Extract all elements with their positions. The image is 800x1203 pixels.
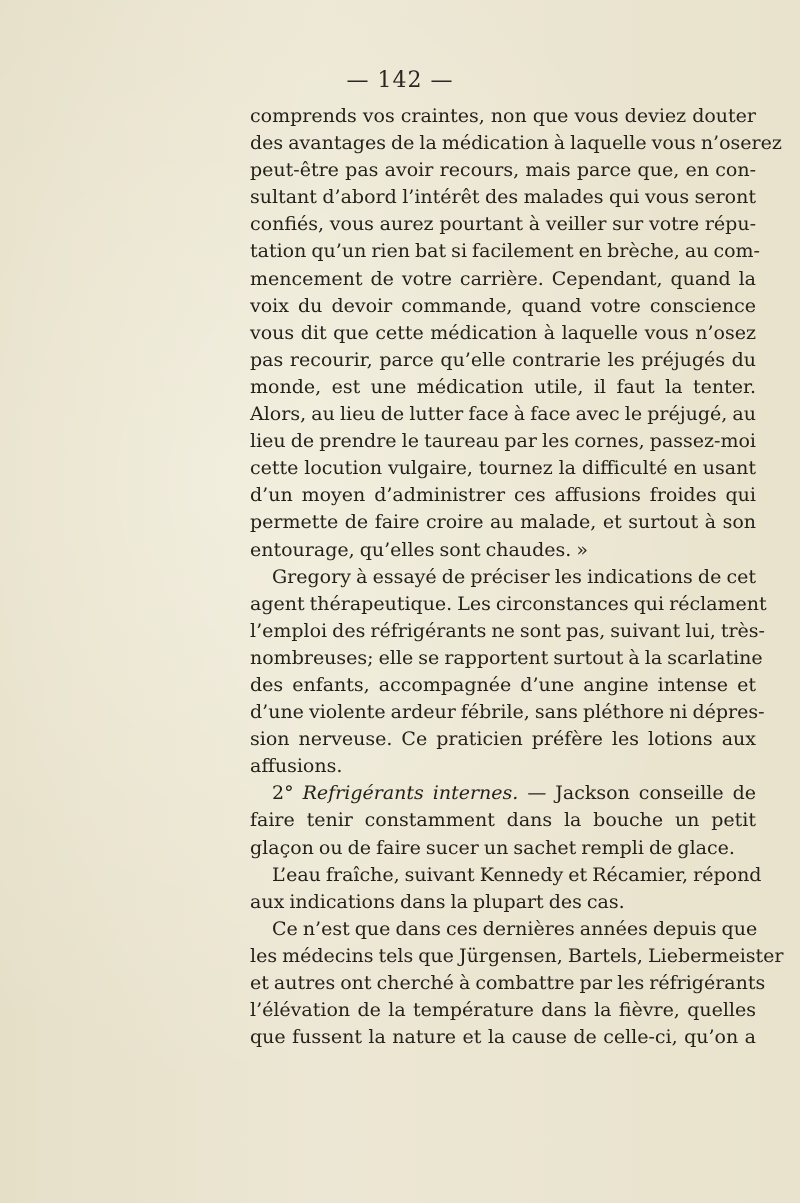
text-line: des avantages de la médication à laquelle vous n’oserez (250, 132, 782, 155)
text-line: affusions. (250, 755, 343, 778)
body-text (250, 103, 784, 1051)
text-line: monde, est une médication utile, il faut la tenter. (250, 375, 756, 398)
text-line: sultant d’abord l’intérêt des malades qui vous seront (250, 186, 756, 209)
text-line: d’un moyen d’administrer ces affusions froides qui (250, 484, 756, 507)
text-line: aux indications dans la plupart des cas. (250, 890, 625, 913)
text-line: d’une violente ardeur fébrile, sans pléthore ni dépres- (250, 701, 765, 724)
text-line: L’eau fraîche, suivant Kennedy et Récamier, répond (272, 863, 762, 886)
page-number: — 142 — (346, 68, 454, 93)
text-line: Ce n’est que dans ces dernières années depuis que (272, 917, 758, 940)
section-number: 2° (272, 782, 294, 805)
text-line: sion nerveuse. Ce praticien préfère les lotions aux (250, 728, 756, 751)
text-line: vous dit que cette médication à laquelle vous n’osez (250, 321, 756, 344)
text-line: Gregory à essayé de préciser les indications de cet (272, 565, 756, 588)
text-line: voix du devoir commande, quand votre conscience (250, 294, 756, 317)
text-line: l’emploi des réfrigérants ne sont pas, suivant lui, très- (250, 619, 765, 642)
text-line: entourage, qu’elles sont chaudes. » (250, 538, 588, 561)
text-line: et autres ont cherché à combattre par les réfrigérants (250, 972, 766, 994)
text-line: tation qu’un rien bat si facilement en brèche, au com- (250, 240, 760, 263)
text-line: des enfants, accompagnée d’une angine intense et (250, 673, 756, 696)
text-line: faire tenir constamment dans la bouche un petit (250, 809, 756, 832)
text-line: agent thérapeutique. Les circonstances qui réclament (250, 592, 767, 615)
text-line: nombreuses; elle se rapportent surtout à la scarlatine (250, 646, 763, 669)
text-line: les médecins tels que Jürgensen, Bartels, Liebermeister (250, 944, 784, 967)
text-line: confiés, vous aurez pourtant à veiller sur votre répu- (250, 213, 756, 236)
section-heading-line (250, 780, 756, 807)
text-line: glaçon ou de faire sucer un sachet rempli de glace. (250, 836, 735, 859)
text-line: Alors, au lieu de lutter face à face avec le préjugé, au (250, 403, 756, 426)
text-line: que fussent la nature et la cause de celle-ci, qu’on a (250, 1026, 756, 1049)
text-line: peut-être pas avoir recours, mais parce que, en con- (250, 159, 756, 182)
text-line: l’élévation de la température dans la fièvre, quelles (250, 999, 756, 1022)
paragraph-group-1 (250, 103, 782, 780)
paragraph-group-2 (250, 807, 784, 1051)
section-title: Refrigérants internes. (302, 782, 519, 805)
text-line: comprends vos craintes, non que vous deviez douter (250, 105, 756, 127)
text-line: lieu de prendre le taureau par les cornes, passez-moi (250, 430, 756, 453)
text-line: mencement de votre carrière. Cependant, quand la (250, 267, 756, 290)
text-line: pas recourir, parce qu’elle contrarie les préjugés du (250, 348, 756, 371)
text-line: cette locution vulgaire, tournez la difficulté en usant (250, 457, 756, 480)
text-line: permette de faire croire au malade, et surtout à son (250, 511, 756, 534)
section-heading-rest: — Jackson conseille de (527, 782, 756, 805)
